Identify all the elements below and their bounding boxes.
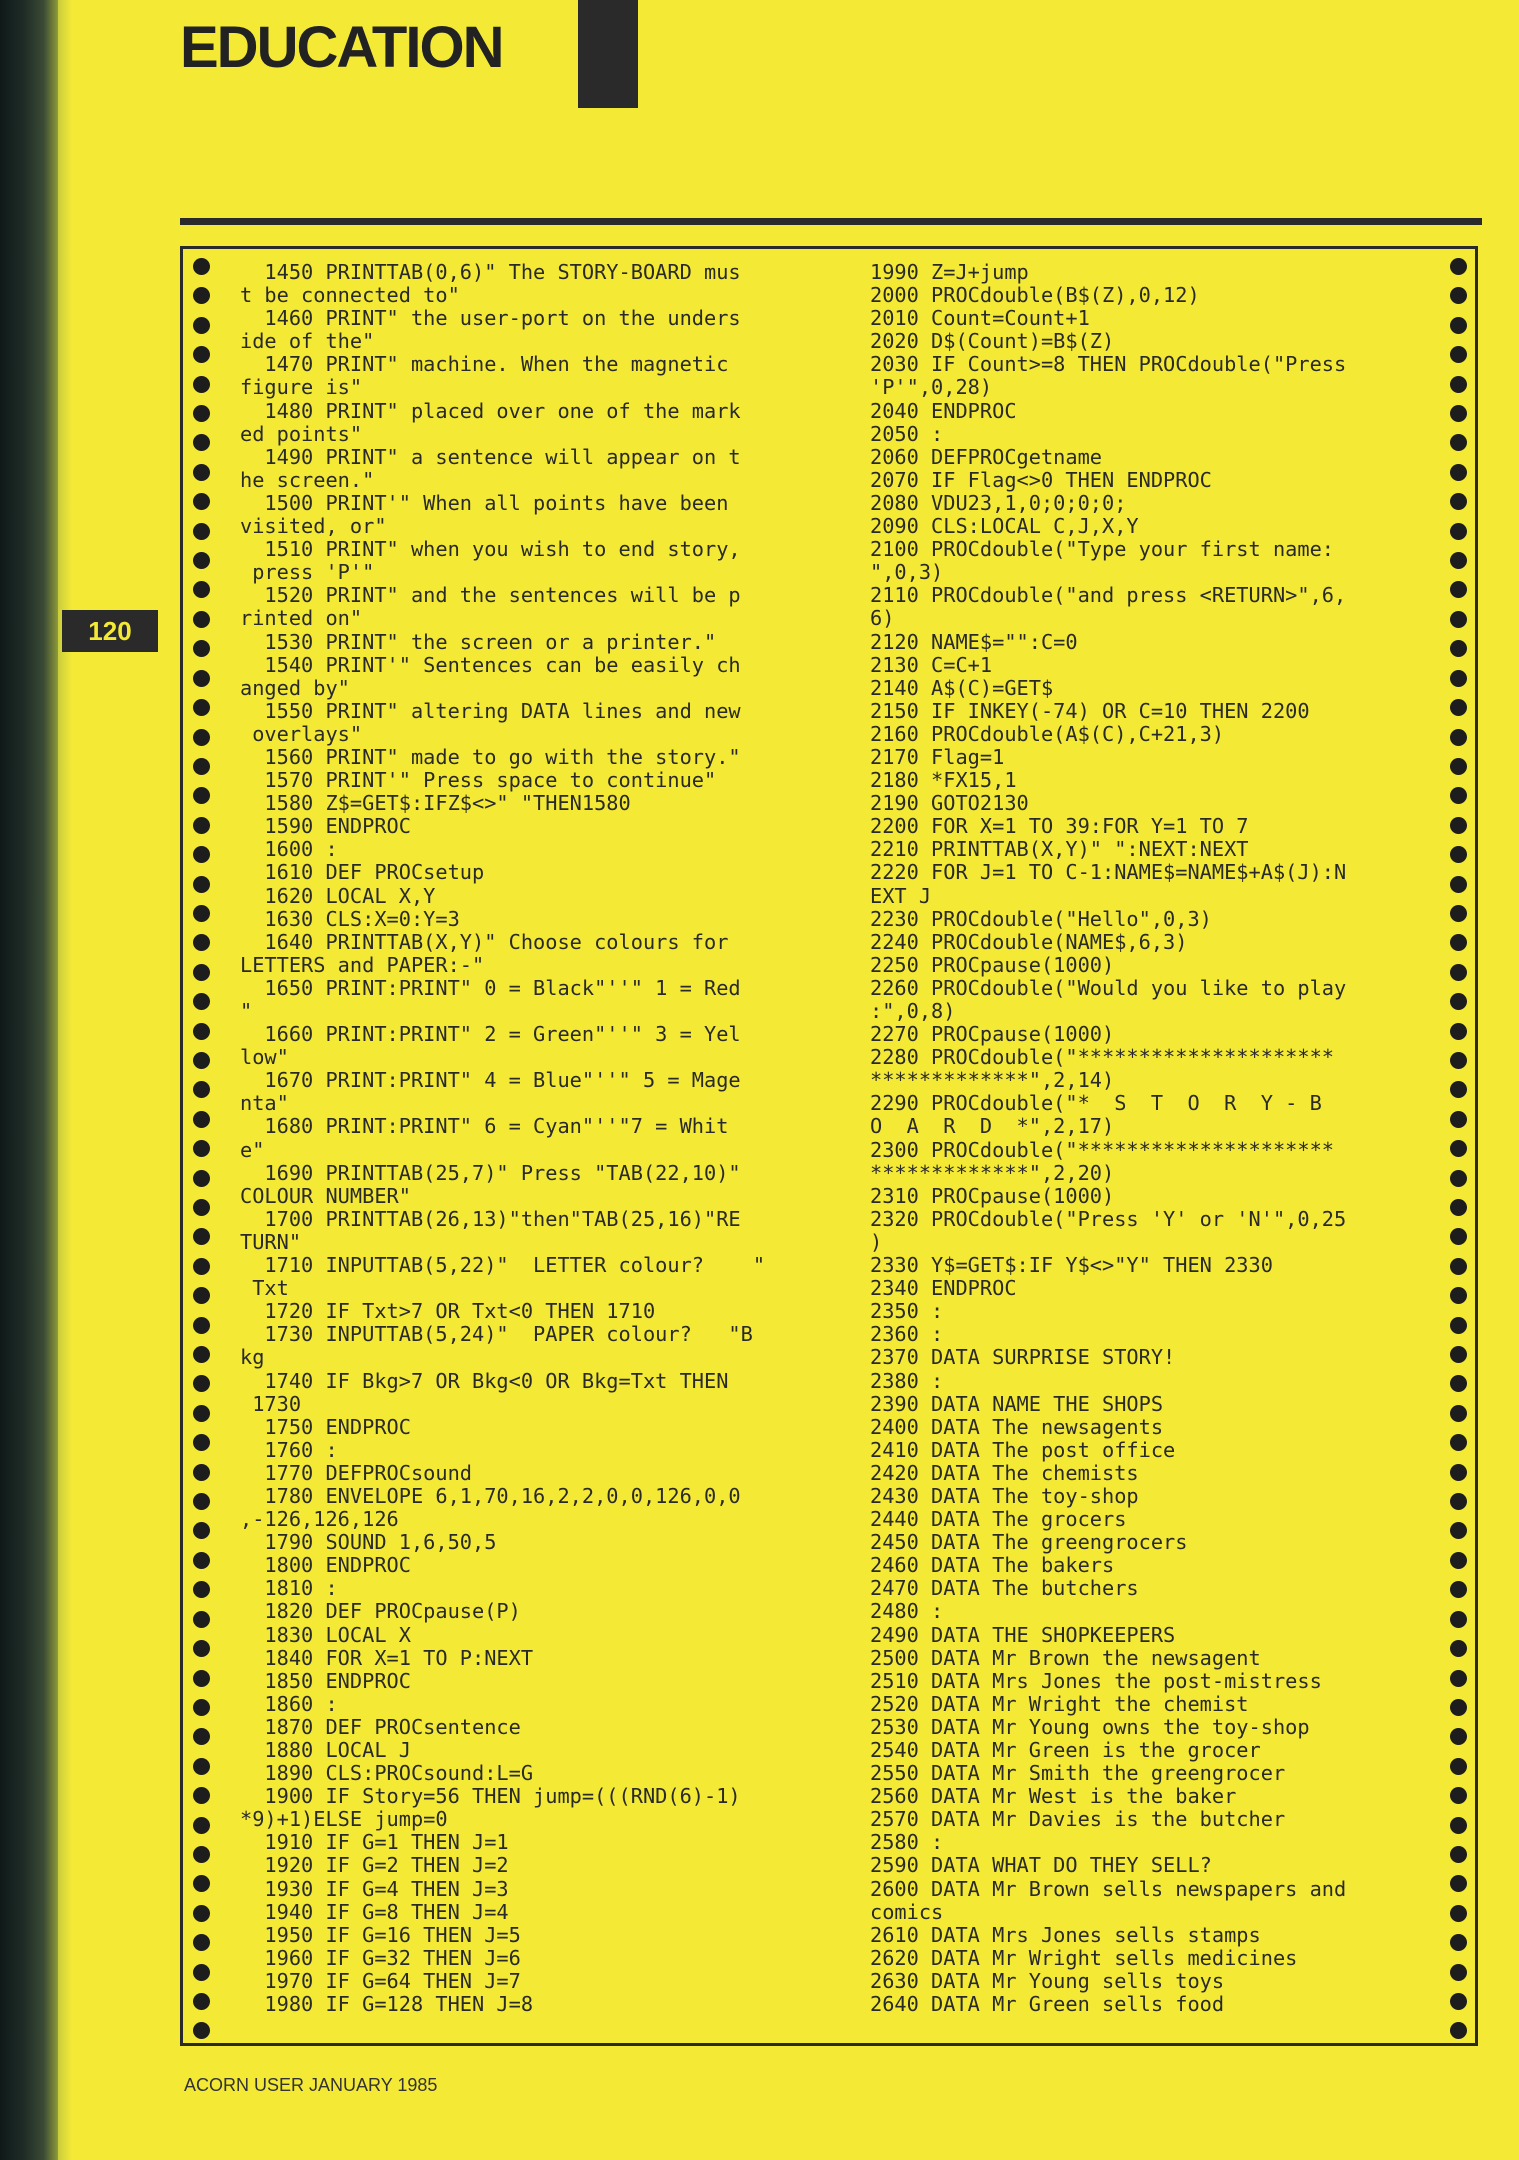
sprocket-hole bbox=[193, 2022, 210, 2039]
sprocket-hole bbox=[1450, 1787, 1467, 1804]
code-line: 2590 DATA WHAT DO THEY SELL? bbox=[870, 1853, 1212, 1878]
sprocket-hole bbox=[193, 1728, 210, 1745]
code-line: 2630 DATA Mr Young sells toys bbox=[870, 1968, 1225, 1993]
code-line: 2420 DATA The chemists bbox=[870, 1460, 1139, 1485]
code-line: 1730 bbox=[240, 1391, 302, 1416]
code-line: 2230 PROCdouble("Hello",0,3) bbox=[870, 906, 1212, 931]
code-line: nta" bbox=[240, 1091, 289, 1116]
code-line: ide of the" bbox=[240, 329, 375, 354]
code-line: 2350 : bbox=[870, 1299, 944, 1324]
sprocket-hole bbox=[193, 1287, 210, 1304]
code-line: 1830 LOCAL X bbox=[240, 1622, 411, 1647]
code-line: 1640 PRINTTAB(X,Y)" Choose colours for bbox=[240, 929, 729, 954]
sprocket-hole bbox=[1450, 1140, 1467, 1157]
sprocket-hole bbox=[1450, 1699, 1467, 1716]
sprocket-hole bbox=[193, 876, 210, 893]
sprocket-hole bbox=[1450, 434, 1467, 451]
code-line: 1840 FOR X=1 TO P:NEXT bbox=[240, 1645, 534, 1670]
title-block-decoration bbox=[578, 0, 638, 108]
sprocket-hole bbox=[1450, 934, 1467, 951]
sprocket-hole bbox=[1450, 1670, 1467, 1687]
code-line: :",0,8) bbox=[870, 999, 956, 1023]
code-line: 1870 DEF PROCsentence bbox=[240, 1714, 521, 1739]
code-line: 1470 PRINT" machine. When the magnetic bbox=[240, 352, 729, 377]
code-line: 2570 DATA Mr Davies is the butcher bbox=[870, 1807, 1286, 1832]
sprocket-hole bbox=[1450, 1817, 1467, 1834]
sprocket-hole bbox=[193, 640, 210, 657]
sprocket-hole bbox=[1450, 1552, 1467, 1569]
code-line: 1920 IF G=2 THEN J=2 bbox=[240, 1853, 509, 1878]
sprocket-hole bbox=[193, 1464, 210, 1481]
sprocket-hole bbox=[1450, 993, 1467, 1010]
sprocket-hole bbox=[193, 1228, 210, 1245]
code-line: 2330 Y$=GET$:IF Y$<>"Y" THEN 2330 bbox=[870, 1253, 1273, 1278]
sprocket-hole bbox=[193, 1493, 210, 1510]
listing-right-column bbox=[870, 261, 1346, 2016]
sprocket-hole bbox=[1450, 1846, 1467, 1863]
code-line: 1520 PRINT" and the sentences will be p bbox=[240, 583, 741, 608]
sprocket-hole bbox=[1450, 1081, 1467, 1098]
footer-credit: ACORN USER JANUARY 1985 bbox=[184, 2075, 438, 2095]
sprocket-hole bbox=[1450, 1522, 1467, 1539]
sprocket-hole bbox=[193, 1052, 210, 1069]
sprocket-hole bbox=[1450, 1934, 1467, 1951]
code-line: 2270 PROCpause(1000) bbox=[870, 1022, 1115, 1047]
sprocket-hole bbox=[193, 1258, 210, 1275]
code-line: 2460 DATA The bakers bbox=[870, 1553, 1115, 1578]
sprocket-hole bbox=[193, 1581, 210, 1598]
sprocket-hole bbox=[193, 405, 210, 422]
code-line: 2360 : bbox=[870, 1322, 944, 1347]
sprocket-hole bbox=[193, 1170, 210, 1187]
code-line: 1900 IF Story=56 THEN jump=(((RND(6)-1) bbox=[240, 1784, 741, 1809]
sprocket-hole bbox=[1450, 1228, 1467, 1245]
code-line: 2600 DATA Mr Brown sells newspapers and bbox=[870, 1876, 1347, 1901]
code-line: Txt bbox=[240, 1276, 289, 1301]
code-line: 2390 DATA NAME THE SHOPS bbox=[870, 1391, 1164, 1416]
code-line: 2180 *FX15,1 bbox=[870, 768, 1017, 793]
code-line: 1760 : bbox=[240, 1437, 338, 1462]
sprocket-hole bbox=[1450, 552, 1467, 569]
sprocket-hole bbox=[193, 1611, 210, 1628]
code-line: 1890 CLS:PROCsound:L=G bbox=[240, 1761, 534, 1786]
code-line: 1510 PRINT" when you wish to end story, bbox=[240, 537, 741, 562]
sprocket-hole bbox=[193, 1964, 210, 1981]
sprocket-hole bbox=[1450, 1170, 1467, 1187]
sprocket-hole bbox=[1450, 1111, 1467, 1128]
code-line: 2320 PROCdouble("Press 'Y' or 'N'",0,25 bbox=[870, 1206, 1347, 1231]
code-line: 1730 INPUTTAB(5,24)" PAPER colour? "B bbox=[240, 1322, 753, 1347]
code-line: 1860 : bbox=[240, 1691, 338, 1716]
sprocket-hole bbox=[1450, 1993, 1467, 2010]
code-line: 2060 DEFPROCgetname bbox=[870, 444, 1102, 469]
sprocket-hole bbox=[1450, 905, 1467, 922]
code-line: 1660 PRINT:PRINT" 2 = Green"''" 3 = Yel bbox=[240, 1022, 741, 1047]
sprocket-hole bbox=[1450, 287, 1467, 304]
sprocket-hole bbox=[193, 376, 210, 393]
sprocket-hole bbox=[193, 787, 210, 804]
code-line: 2480 : bbox=[870, 1599, 944, 1624]
code-line: 2200 FOR X=1 TO 39:FOR Y=1 TO 7 bbox=[870, 814, 1249, 839]
code-line: 1930 IF G=4 THEN J=3 bbox=[240, 1876, 509, 1901]
code-line: 2240 PROCdouble(NAME$,6,3) bbox=[870, 929, 1188, 954]
code-line: 1530 PRINT" the screen or a printer." bbox=[240, 629, 717, 654]
sprocket-hole bbox=[193, 699, 210, 716]
sprocket-hole bbox=[1450, 1434, 1467, 1451]
code-line: 2080 VDU23,1,0;0;0;0; bbox=[870, 490, 1127, 515]
sprocket-hole bbox=[193, 1522, 210, 1539]
code-line: 1700 PRINTTAB(26,13)"then"TAB(25,16)"RE bbox=[240, 1206, 741, 1231]
code-line: 2280 PROCdouble("********************* bbox=[870, 1045, 1334, 1070]
sprocket-hole bbox=[193, 1023, 210, 1040]
sprocket-hole bbox=[193, 258, 210, 275]
sprocket-hole bbox=[1450, 1905, 1467, 1922]
code-line: ",0,3) bbox=[870, 560, 944, 585]
code-line: 1790 SOUND 1,6,50,5 bbox=[240, 1530, 497, 1555]
sprocket-hole bbox=[193, 1787, 210, 1804]
section-title: EDUCATION bbox=[180, 15, 503, 80]
sprocket-hole bbox=[193, 905, 210, 922]
sprocket-hole bbox=[1450, 1023, 1467, 1040]
code-line: 1800 ENDPROC bbox=[240, 1553, 411, 1578]
sprocket-hole bbox=[1450, 758, 1467, 775]
sprocket-hole bbox=[193, 1199, 210, 1216]
code-line: 1650 PRINT:PRINT" 0 = Black"''" 1 = Red bbox=[240, 975, 741, 1000]
code-line: 1590 ENDPROC bbox=[240, 814, 411, 839]
sprocket-holes-right bbox=[1450, 258, 1467, 2040]
sprocket-hole bbox=[1450, 1611, 1467, 1628]
code-line: 2040 ENDPROC bbox=[870, 398, 1017, 423]
code-line: 2290 PROCdouble("* S T O R Y - B bbox=[870, 1091, 1322, 1116]
sprocket-hole bbox=[1450, 1875, 1467, 1892]
code-line: visited, or" bbox=[240, 514, 387, 539]
sprocket-hole bbox=[193, 1817, 210, 1834]
sprocket-hole bbox=[193, 523, 210, 540]
code-line: 2210 PRINTTAB(X,Y)" ":NEXT:NEXT bbox=[870, 837, 1249, 862]
code-line: 2190 GOTO2130 bbox=[870, 791, 1029, 816]
code-line: 2520 DATA Mr Wright the chemist bbox=[870, 1691, 1249, 1716]
sprocket-hole bbox=[193, 1405, 210, 1422]
sprocket-hole bbox=[193, 1758, 210, 1775]
code-line: kg bbox=[240, 1345, 265, 1370]
code-line: 1630 CLS:X=0:Y=3 bbox=[240, 906, 460, 931]
sprocket-holes-left bbox=[193, 258, 210, 2040]
sprocket-hole bbox=[193, 1111, 210, 1128]
code-line: 2560 DATA Mr West is the baker bbox=[870, 1784, 1237, 1809]
header-rule bbox=[180, 218, 1482, 225]
sprocket-hole bbox=[1450, 1375, 1467, 1392]
code-line: 'P'",0,28) bbox=[870, 375, 993, 400]
code-line: 1580 Z$=GET$:IFZ$<>" "THEN1580 bbox=[240, 791, 631, 816]
sprocket-hole bbox=[193, 1875, 210, 1892]
code-line: " bbox=[240, 999, 253, 1023]
sprocket-hole bbox=[1450, 1581, 1467, 1598]
code-line: 2640 DATA Mr Green sells food bbox=[870, 1992, 1225, 2017]
sprocket-hole bbox=[1450, 258, 1467, 275]
sprocket-hole bbox=[193, 1670, 210, 1687]
code-line: 1750 ENDPROC bbox=[240, 1414, 411, 1439]
sprocket-hole bbox=[1450, 964, 1467, 981]
code-line: 2100 PROCdouble("Type your first name: bbox=[870, 537, 1334, 562]
code-line: 2400 DATA The newsagents bbox=[870, 1414, 1164, 1439]
sprocket-hole bbox=[193, 817, 210, 834]
sprocket-hole bbox=[1450, 1758, 1467, 1775]
sprocket-hole bbox=[193, 1375, 210, 1392]
sprocket-hole bbox=[1450, 611, 1467, 628]
code-line: ,-126,126,126 bbox=[240, 1507, 399, 1532]
code-line: 2030 IF Count>=8 THEN PROCdouble("Press bbox=[870, 352, 1347, 377]
sprocket-hole bbox=[1450, 523, 1467, 540]
code-line: 2120 NAME$="":C=0 bbox=[870, 629, 1078, 654]
sprocket-hole bbox=[1450, 787, 1467, 804]
sprocket-hole bbox=[193, 1081, 210, 1098]
code-line: 2220 FOR J=1 TO C-1:NAME$=NAME$+A$(J):N bbox=[870, 860, 1347, 885]
sprocket-hole bbox=[1450, 876, 1467, 893]
sprocket-hole bbox=[193, 493, 210, 510]
code-line: LETTERS and PAPER:-" bbox=[240, 952, 485, 977]
code-line: 2370 DATA SURPRISE STORY! bbox=[870, 1345, 1176, 1370]
sprocket-hole bbox=[1450, 1346, 1467, 1363]
sprocket-hole bbox=[193, 1993, 210, 2010]
code-line: 1850 ENDPROC bbox=[240, 1668, 411, 1693]
code-line: 2510 DATA Mrs Jones the post-mistress bbox=[870, 1668, 1322, 1693]
code-line: *9)+1)ELSE jump=0 bbox=[240, 1807, 448, 1832]
sprocket-hole bbox=[193, 1699, 210, 1716]
code-line: 2540 DATA Mr Green is the grocer bbox=[870, 1738, 1261, 1762]
code-line: EXT J bbox=[870, 883, 932, 908]
code-line: he screen." bbox=[240, 467, 375, 492]
sprocket-hole bbox=[1450, 1464, 1467, 1481]
code-line: 1450 PRINTTAB(0,6)" The STORY-BOARD mus bbox=[240, 260, 741, 284]
code-line: 1770 DEFPROCsound bbox=[240, 1460, 472, 1485]
code-line: 1720 IF Txt>7 OR Txt<0 THEN 1710 bbox=[240, 1299, 656, 1324]
code-line: ) bbox=[870, 1229, 883, 1254]
sprocket-hole bbox=[193, 1434, 210, 1451]
code-line: 1690 PRINTTAB(25,7)" Press "TAB(22,10)" bbox=[240, 1160, 741, 1185]
sprocket-hole bbox=[1450, 1199, 1467, 1216]
sprocket-hole bbox=[1450, 464, 1467, 481]
code-line: 2580 : bbox=[870, 1830, 944, 1855]
sprocket-hole bbox=[1450, 670, 1467, 687]
sprocket-hole bbox=[193, 1317, 210, 1334]
code-line: 2070 IF Flag<>0 THEN ENDPROC bbox=[870, 467, 1212, 492]
code-line: 2440 DATA The grocers bbox=[870, 1507, 1127, 1532]
code-line: anged by" bbox=[240, 675, 350, 700]
code-line: 1540 PRINT'" Sentences can be easily ch bbox=[240, 652, 741, 677]
sprocket-hole bbox=[1450, 846, 1467, 863]
code-line: 2500 DATA Mr Brown the newsagent bbox=[870, 1645, 1261, 1670]
sprocket-hole bbox=[193, 1934, 210, 1951]
sprocket-hole bbox=[1450, 729, 1467, 746]
sprocket-hole bbox=[1450, 1258, 1467, 1275]
code-line: 1600 : bbox=[240, 837, 338, 862]
sprocket-hole bbox=[193, 846, 210, 863]
code-line: 1480 PRINT" placed over one of the mark bbox=[240, 398, 741, 423]
sprocket-hole bbox=[193, 581, 210, 598]
code-line: 2380 : bbox=[870, 1368, 944, 1393]
sprocket-hole bbox=[1450, 1405, 1467, 1422]
code-line: 1500 PRINT'" When all points have been bbox=[240, 490, 729, 515]
code-line: figure is" bbox=[240, 375, 363, 400]
sprocket-hole bbox=[193, 758, 210, 775]
code-line: 2310 PROCpause(1000) bbox=[870, 1183, 1115, 1208]
code-line: 2490 DATA THE SHOPKEEPERS bbox=[870, 1622, 1176, 1647]
sprocket-hole bbox=[193, 670, 210, 687]
page-number: 120 bbox=[62, 610, 158, 652]
code-line: 1460 PRINT" the user-port on the unders bbox=[240, 306, 741, 331]
code-line: 2000 PROCdouble(B$(Z),0,12) bbox=[870, 283, 1200, 308]
sprocket-hole bbox=[193, 1640, 210, 1657]
sprocket-hole bbox=[1450, 581, 1467, 598]
sprocket-hole bbox=[193, 464, 210, 481]
sprocket-hole bbox=[193, 1140, 210, 1157]
sprocket-hole bbox=[193, 287, 210, 304]
sprocket-hole bbox=[193, 346, 210, 363]
code-line: 2340 ENDPROC bbox=[870, 1276, 1017, 1301]
code-line: *************",2,14) bbox=[870, 1068, 1115, 1093]
binding-spine bbox=[0, 0, 58, 2160]
code-line: comics bbox=[870, 1899, 944, 1924]
sprocket-hole bbox=[193, 1846, 210, 1863]
sprocket-hole bbox=[193, 1905, 210, 1922]
sprocket-hole bbox=[1450, 1640, 1467, 1657]
sprocket-hole bbox=[1450, 1728, 1467, 1745]
code-line: e" bbox=[240, 1137, 265, 1162]
code-line: 1950 IF G=16 THEN J=5 bbox=[240, 1922, 521, 1947]
code-line: 2260 PROCdouble("Would you like to play bbox=[870, 975, 1347, 1000]
code-line: 2130 C=C+1 bbox=[870, 652, 993, 677]
sprocket-hole bbox=[1450, 346, 1467, 363]
sprocket-hole bbox=[193, 934, 210, 951]
code-line: 1560 PRINT" made to go with the story." bbox=[240, 744, 741, 769]
code-line: 1680 PRINT:PRINT" 6 = Cyan"''"7 = Whit bbox=[240, 1114, 729, 1139]
sprocket-hole bbox=[1450, 1964, 1467, 1981]
code-line: 1610 DEF PROCsetup bbox=[240, 860, 485, 885]
sprocket-hole bbox=[193, 611, 210, 628]
code-line: 2620 DATA Mr Wright sells medicines bbox=[870, 1945, 1298, 1970]
sprocket-hole bbox=[193, 552, 210, 569]
code-line: 1810 : bbox=[240, 1576, 338, 1601]
code-line: 2140 A$(C)=GET$ bbox=[870, 675, 1054, 700]
code-line: O A R D *",2,17) bbox=[870, 1114, 1115, 1139]
code-line: low" bbox=[240, 1045, 289, 1070]
sprocket-hole bbox=[1450, 640, 1467, 657]
code-line: 1910 IF G=1 THEN J=1 bbox=[240, 1830, 509, 1855]
code-line: *************",2,20) bbox=[870, 1160, 1115, 1185]
code-line: rinted on" bbox=[240, 606, 363, 631]
sprocket-hole bbox=[1450, 317, 1467, 334]
code-line: 2550 DATA Mr Smith the greengrocer bbox=[870, 1761, 1286, 1786]
code-line: 2050 : bbox=[870, 421, 944, 446]
code-line: 1710 INPUTTAB(5,22)" LETTER colour? " bbox=[240, 1253, 766, 1278]
code-line: 2160 PROCdouble(A$(C),C+21,3) bbox=[870, 721, 1225, 746]
code-line: 1780 ENVELOPE 6,1,70,16,2,2,0,0,126,0,0 bbox=[240, 1483, 741, 1508]
code-line: 1670 PRINT:PRINT" 4 = Blue"''" 5 = Mage bbox=[240, 1068, 741, 1093]
code-line: 1980 IF G=128 THEN J=8 bbox=[240, 1992, 534, 2017]
code-line: 2610 DATA Mrs Jones sells stamps bbox=[870, 1922, 1261, 1947]
sprocket-hole bbox=[1450, 376, 1467, 393]
sprocket-hole bbox=[1450, 1493, 1467, 1510]
code-line: 2020 D$(Count)=B$(Z) bbox=[870, 329, 1115, 354]
binding-shadow bbox=[58, 0, 72, 2160]
code-line: 1570 PRINT'" Press space to continue" bbox=[240, 768, 717, 793]
code-line: 2010 Count=Count+1 bbox=[870, 306, 1090, 331]
code-line: 1960 IF G=32 THEN J=6 bbox=[240, 1945, 521, 1970]
code-line: 1880 LOCAL J bbox=[240, 1738, 411, 1762]
code-line: 2450 DATA The greengrocers bbox=[870, 1530, 1188, 1555]
code-line: 2410 DATA The post office bbox=[870, 1437, 1176, 1462]
sprocket-hole bbox=[193, 317, 210, 334]
code-line: 2430 DATA The toy-shop bbox=[870, 1483, 1139, 1508]
code-line: 2530 DATA Mr Young owns the toy-shop bbox=[870, 1714, 1310, 1739]
code-line: 1620 LOCAL X,Y bbox=[240, 883, 436, 908]
code-line: 1990 Z=J+jump bbox=[870, 260, 1029, 284]
sprocket-hole bbox=[193, 1346, 210, 1363]
code-line: t be connected to" bbox=[240, 283, 460, 308]
code-line: TURN" bbox=[240, 1229, 302, 1254]
sprocket-hole bbox=[1450, 405, 1467, 422]
code-line: 2090 CLS:LOCAL C,J,X,Y bbox=[870, 514, 1139, 539]
sprocket-hole bbox=[1450, 2022, 1467, 2039]
sprocket-hole bbox=[1450, 817, 1467, 834]
sprocket-hole bbox=[1450, 493, 1467, 510]
sprocket-hole bbox=[1450, 699, 1467, 716]
code-line: 6) bbox=[870, 606, 895, 631]
code-line: COLOUR NUMBER" bbox=[240, 1183, 411, 1208]
code-line: 1490 PRINT" a sentence will appear on t bbox=[240, 444, 741, 469]
code-line: 1820 DEF PROCpause(P) bbox=[240, 1599, 521, 1624]
sprocket-hole bbox=[1450, 1052, 1467, 1069]
code-line: 1970 IF G=64 THEN J=7 bbox=[240, 1968, 521, 1993]
sprocket-hole bbox=[193, 993, 210, 1010]
sprocket-hole bbox=[193, 964, 210, 981]
code-line: 2470 DATA The butchers bbox=[870, 1576, 1139, 1601]
code-line: 2300 PROCdouble("********************* bbox=[870, 1137, 1334, 1162]
sprocket-hole bbox=[1450, 1317, 1467, 1334]
code-line: 2250 PROCpause(1000) bbox=[870, 952, 1115, 977]
code-line: 2170 Flag=1 bbox=[870, 744, 1005, 769]
code-line: 1550 PRINT" altering DATA lines and new bbox=[240, 698, 741, 723]
listing-left-column bbox=[240, 261, 765, 2016]
code-line: 2150 IF INKEY(-74) OR C=10 THEN 2200 bbox=[870, 698, 1310, 723]
sprocket-hole bbox=[193, 1552, 210, 1569]
code-line: 1740 IF Bkg>7 OR Bkg<0 OR Bkg=Txt THEN bbox=[240, 1368, 729, 1393]
sprocket-hole bbox=[193, 434, 210, 451]
sprocket-hole bbox=[1450, 1287, 1467, 1304]
code-line: 2110 PROCdouble("and press <RETURN>",6, bbox=[870, 583, 1347, 608]
code-line: 1940 IF G=8 THEN J=4 bbox=[240, 1899, 509, 1924]
sprocket-hole bbox=[193, 729, 210, 746]
code-line: ed points" bbox=[240, 421, 363, 446]
code-line: overlays" bbox=[240, 721, 363, 746]
code-line: press 'P'" bbox=[240, 560, 375, 585]
